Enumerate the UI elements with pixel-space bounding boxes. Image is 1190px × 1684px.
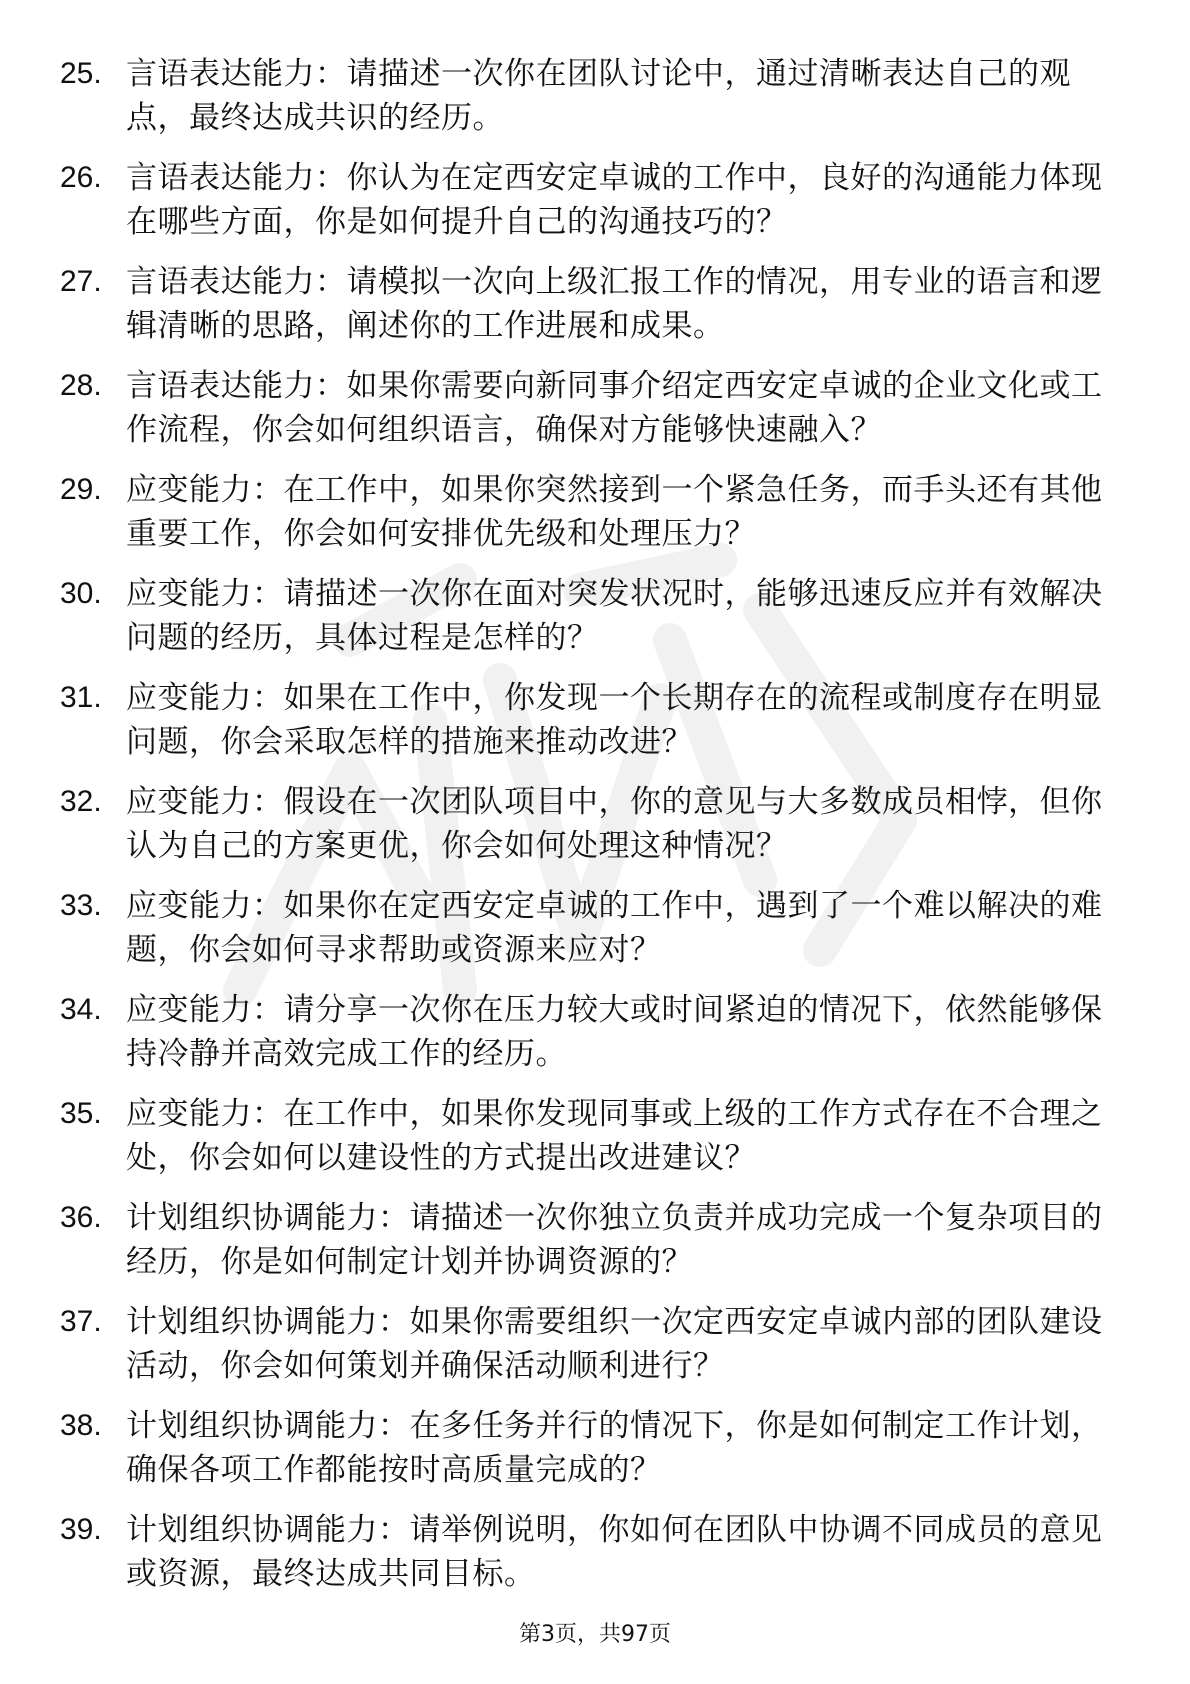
question-number: 35.: [60, 1097, 102, 1130]
question-text: 言语表达能力：如果你需要向新同事介绍定西安定卓诚的企业文化或工作流程，你会如何组织语言，确保对方能够快速融入？: [126, 368, 1103, 448]
question-text: 计划组织协调能力：在多任务并行的情况下，你是如何制定工作计划，确保各项工作都能按时高质量完成的？: [126, 1408, 1103, 1488]
question-item: [60, 1196, 1120, 1300]
question-text: 言语表达能力：请模拟一次向上级汇报工作的情况，用专业的语言和逻辑清晰的思路，阐述你的工作进展和成果。: [126, 264, 1103, 344]
question-item: [60, 364, 1120, 468]
question-item: [60, 156, 1120, 260]
question-list: [60, 52, 1120, 1612]
question-item: [60, 260, 1120, 364]
page-number-footer: 第3页，共97页: [519, 1622, 671, 1647]
question-text: 应变能力：在工作中，如果你突然接到一个紧急任务，而手头还有其他重要工作，你会如何安排优先级和处理压力？: [126, 472, 1103, 552]
question-item: [60, 1404, 1120, 1508]
question-number: 27.: [60, 265, 102, 298]
question-text: 应变能力：假设在一次团队项目中，你的意见与大多数成员相悖，但你认为自己的方案更优，你会如何处理这种情况？: [126, 784, 1103, 864]
question-item: [60, 1300, 1120, 1404]
question-number: 28.: [60, 369, 102, 402]
question-item: [60, 1092, 1120, 1196]
question-item: [60, 988, 1120, 1092]
question-number: 36.: [60, 1201, 102, 1234]
question-number: 33.: [60, 889, 102, 922]
question-item: [60, 468, 1120, 572]
question-number: 29.: [60, 473, 102, 506]
question-item: [60, 1508, 1120, 1612]
question-text: 应变能力：如果你在定西安定卓诚的工作中，遇到了一个难以解决的难题，你会如何寻求帮助或资源来应对？: [126, 888, 1103, 968]
question-number: 26.: [60, 161, 102, 194]
question-number: 39.: [60, 1513, 102, 1546]
question-text: 应变能力：请描述一次你在面对突发状况时，能够迅速反应并有效解决问题的经历，具体过程是怎样的？: [126, 576, 1103, 656]
question-number: 25.: [60, 57, 102, 90]
question-text: 计划组织协调能力：请举例说明，你如何在团队中协调不同成员的意见或资源，最终达成共同目标。: [126, 1512, 1103, 1592]
question-number: 37.: [60, 1305, 102, 1338]
question-text: 言语表达能力：你认为在定西安定卓诚的工作中，良好的沟通能力体现在哪些方面，你是如何提升自己的沟通技巧的？: [126, 160, 1103, 240]
question-item: [60, 572, 1120, 676]
question-number: 38.: [60, 1409, 102, 1442]
question-item: [60, 780, 1120, 884]
question-number: 31.: [60, 681, 102, 714]
question-item: [60, 676, 1120, 780]
question-number: 34.: [60, 993, 102, 1026]
question-text: 应变能力：请分享一次你在压力较大或时间紧迫的情况下，依然能够保持冷静并高效完成工作的经历。: [126, 992, 1103, 1072]
question-text: 应变能力：在工作中，如果你发现同事或上级的工作方式存在不合理之处，你会如何以建设性的方式提出改进建议？: [126, 1096, 1103, 1176]
question-item: [60, 884, 1120, 988]
question-text: 应变能力：如果在工作中，你发现一个长期存在的流程或制度存在明显问题，你会采取怎样的措施来推动改进？: [126, 680, 1103, 760]
question-text: 计划组织协调能力：请描述一次你独立负责并成功完成一个复杂项目的经历，你是如何制定计划并协调资源的？: [126, 1200, 1103, 1280]
question-text: 计划组织协调能力：如果你需要组织一次定西安定卓诚内部的团队建设活动，你会如何策划并确保活动顺利进行？: [126, 1304, 1103, 1384]
question-number: 30.: [60, 577, 102, 610]
question-item: [60, 52, 1120, 156]
question-text: 言语表达能力：请描述一次你在团队讨论中，通过清晰表达自己的观点，最终达成共识的经历。: [126, 56, 1071, 136]
question-number: 32.: [60, 785, 102, 818]
